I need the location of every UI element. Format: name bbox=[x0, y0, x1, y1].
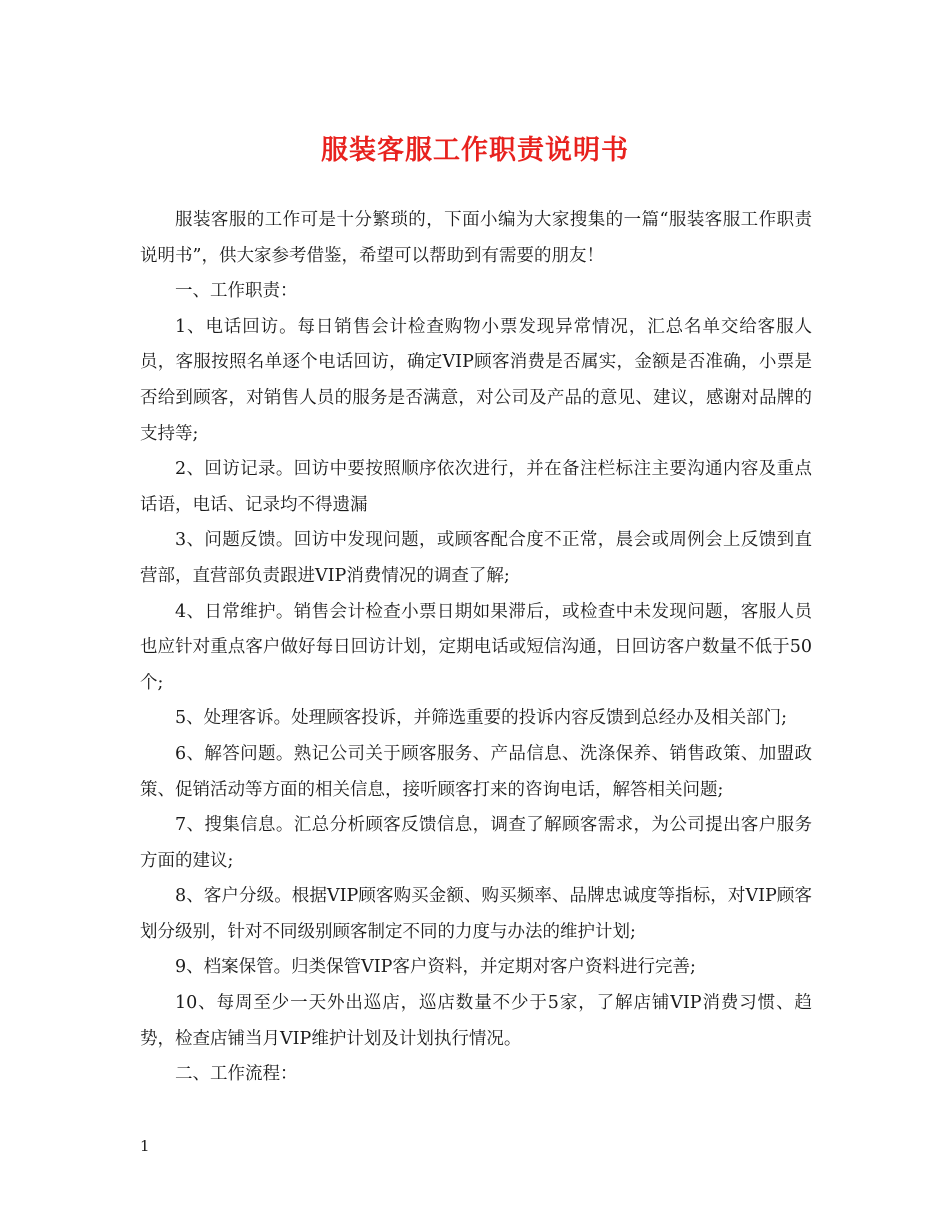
duty-item: 5、处理客诉。处理顾客投诉，并筛选重要的投诉内容反馈到总经办及相关部门; bbox=[175, 708, 788, 729]
duty-item: 9、档案保管。归类保管VIP客户资料，并定期对客户资料进行完善; bbox=[175, 957, 696, 978]
duty-item: 1、电话回访。每日销售会计检查购物小票发现异常情况，汇总名单交给客服人员，客服按照名单逐个电话回访，确定VIP顾客消费是否属实，金额是否准确，小票是否给到顾客，对销售人员的服务是否满意，对公司及产品的意见、建议，感谢对品牌的支持等; bbox=[140, 316, 812, 444]
section-heading-duties: 一、工作职责： bbox=[175, 281, 298, 302]
duty-item: 7、搜集信息。汇总分析顾客反馈信息，调查了解顾客需求，为公司提出客户服务方面的建议; bbox=[140, 815, 812, 871]
intro-paragraph: 服装客服的工作可是十分繁琐的，下面小编为大家搜集的一篇“服装客服工作职责说明书”，供大家参考借鉴，希望可以帮助到有需要的朋友！ bbox=[140, 210, 812, 266]
duty-item: 6、解答问题。熟记公司关于顾客服务、产品信息、洗涤保养、销售政策、加盟政策、促销活动等方面的相关信息，接听顾客打来的咨询电话，解答相关问题; bbox=[140, 743, 812, 800]
duty-item: 4、日常维护。销售会计检查小票日期如果滞后，或检查中未发现问题，客服人员也应针对重点客户做好每日回访计划，定期电话或短信沟通，日回访客户数量不低于50个; bbox=[140, 601, 812, 693]
duty-item: 2、回访记录。回访中要按照顺序依次进行，并在备注栏标注主要沟通内容及重点话语，电话、记录均不得遗漏 bbox=[140, 459, 812, 515]
page-number: 1 bbox=[140, 1137, 150, 1155]
section-heading-workflow: 二、工作流程： bbox=[175, 1064, 298, 1085]
document-body bbox=[140, 203, 812, 1093]
duty-item: 8、客户分级。根据VIP顾客购买金额、购买频率、品牌忠诚度等指标，对VIP顾客划分级别，针对不同级别顾客制定不同的力度与办法的维护计划; bbox=[140, 886, 812, 942]
duty-item: 10、每周至少一天外出巡店，巡店数量不少于5家，了解店铺VIP消费习惯、趋势，检查店铺当月VIP维护计划及计划执行情况。 bbox=[140, 993, 812, 1049]
document-title: 服装客服工作职责说明书 bbox=[321, 135, 629, 166]
duty-item: 3、问题反馈。回访中发现问题，或顾客配合度不正常，晨会或周例会上反馈到直营部，直营部负责跟进VIP消费情况的调查了解; bbox=[140, 530, 812, 586]
